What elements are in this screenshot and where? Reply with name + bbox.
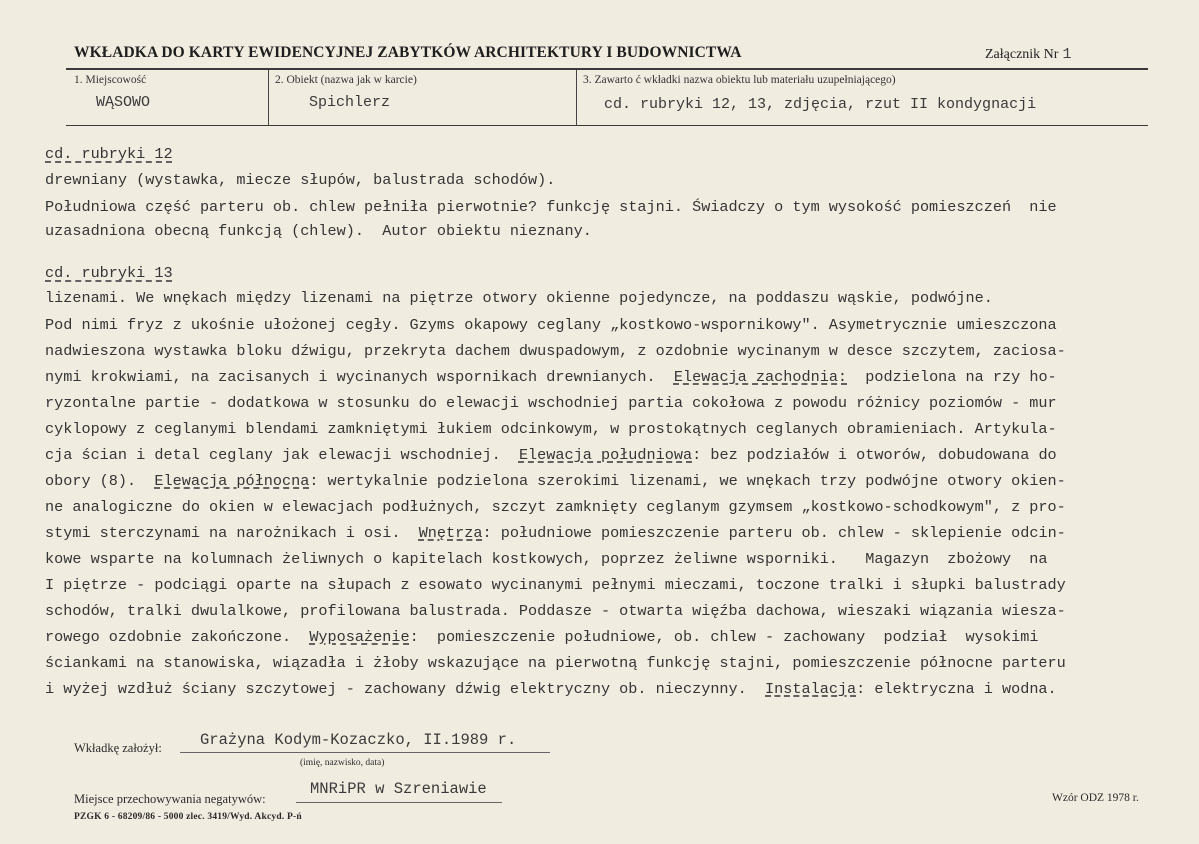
field-divider-2 bbox=[576, 70, 577, 126]
section-13-line bbox=[45, 472, 1066, 490]
text-run: : elektryczna i wodna. bbox=[856, 680, 1057, 698]
interiors-heading: Wnętrza bbox=[418, 524, 483, 542]
section-13-line bbox=[45, 446, 1057, 464]
annex-label: Załącznik Nr bbox=[985, 47, 1059, 62]
text-run: podzielona na rzy ho- bbox=[847, 368, 1057, 386]
text-run: obory (8). bbox=[45, 472, 155, 490]
storage-value: MNRiPR w Szreniawie bbox=[310, 780, 487, 798]
annex-value: 1 bbox=[1062, 46, 1072, 63]
storage-label: Miejsce przechowywania negatywów: bbox=[74, 792, 266, 806]
text-run: : pomieszczenie południowe, ob. chlew - zachowany podział wysokimi bbox=[409, 628, 1039, 646]
place-label: 1. Miejscowość bbox=[74, 74, 147, 86]
header-rule-top bbox=[66, 68, 1148, 70]
text-run: stymi sterczynami na narożnikach i osi. bbox=[45, 524, 419, 542]
section-13-heading: cd. rubryki 13 bbox=[45, 264, 173, 282]
section-13-line: ne analogiczne do okien w elewacjach podłużnych, szczyt zamknięty ceglanym gzymsem „kostkowo-schodkowym", z pro- bbox=[45, 498, 1066, 516]
section-13-line bbox=[45, 368, 1057, 386]
storage-underline bbox=[296, 802, 502, 803]
founded-label: Wkładkę założył: bbox=[74, 741, 162, 755]
section-13-line bbox=[45, 628, 1038, 646]
content-value: cd. rubryki 12, 13, zdjęcia, rzut II kondygnacji bbox=[604, 96, 1037, 113]
form-model: Wzór ODZ 1978 r. bbox=[1052, 792, 1139, 804]
north-facade-heading: Elewacja północna bbox=[154, 472, 310, 490]
furnishing-heading: Wyposażenie bbox=[309, 628, 410, 646]
object-value: Spichlerz bbox=[309, 94, 391, 111]
section-12-heading: cd. rubryki 12 bbox=[45, 145, 173, 163]
section-13-line bbox=[45, 524, 1066, 542]
text-run: nymi krokwiami, na zacisanych i wycinanych wspornikach drewnianych. bbox=[45, 368, 674, 386]
section-13-line: cyklopowy z ceglanymi blendami zamkniętymi łukiem odcinkowym, w prostokątnych ceglanych obramieniach. Artykula- bbox=[45, 420, 1057, 438]
section-12-line: drewniany (wystawka, miecze słupów, balustrada schodów). bbox=[45, 171, 556, 189]
text-run: : południowe pomieszczenie parteru ob. chlew - sklepienie odcin- bbox=[482, 524, 1066, 542]
south-facade-heading: Elewacja południowa bbox=[518, 446, 693, 464]
section-13-line: ściankami na stanowiska, wiązadła i żłoby wskazujące na pierwotną funkcję stajni, pomieszczenie północne parteru bbox=[45, 654, 1066, 672]
section-13-line: kowe wsparte na kolumnach żeliwnych o kapitelach kostkowych, poprzez żeliwne wsporniki. Magazyn zbożowy na bbox=[45, 550, 1048, 568]
section-13-line: I piętrze - podciągi oparte na słupach z esowato wycinanymi pełnymi mieczami, toczone tralki i słupki balustrady bbox=[45, 576, 1066, 594]
section-13-line: Pod nimi fryz z ukośnie ułożonej cegły. Gzyms okapowy ceglany „kostkowo-wspornikowy". Asymetrycznie umieszczona bbox=[45, 316, 1057, 334]
text-run: cja ścian i detal ceglany jak elewacji wschodniej. bbox=[45, 446, 519, 464]
founded-underline bbox=[180, 752, 550, 753]
founded-value: Grażyna Kodym-Kozaczko, II.1989 r. bbox=[200, 731, 517, 749]
card-title: WKŁADKA DO KARTY EWIDENCYJNEJ ZABYTKÓW ARCHITEKTURY I BUDOWNICTWA bbox=[74, 44, 742, 61]
section-13-line: lizenami. We wnękach między lizenami na piętrze otwory okienne pojedyncze, na poddaszu wąskie, podwójne. bbox=[45, 289, 993, 307]
section-13-line: ryzontalne partie - dodatkowa w stosunku do elewacji wschodniej partia cokołowa z powodu różnicy poziomów - mur bbox=[45, 394, 1057, 412]
text-run: : bez podziałów i otworów, dobudowana do bbox=[692, 446, 1057, 464]
place-value: WĄSOWO bbox=[96, 94, 151, 111]
installation-heading: Instalacja bbox=[765, 680, 857, 698]
text-run: : wertykalnie podzielona szerokimi lizenami, we wnękach trzy podwójne otwory okien- bbox=[309, 472, 1066, 490]
section-12-line: uzasadniona obecną funkcją (chlew). Autor obiektu nieznany. bbox=[45, 222, 592, 240]
section-13-line: schodów, tralki dwulalkowe, profilowana balustrada. Poddasze - otwarta więźba dachowa, wieszaki wiązania wiesza- bbox=[45, 602, 1066, 620]
content-label: 3. Zawarto ć wkładki nazwa obiektu lub materiału uzupełniającego) bbox=[583, 74, 896, 86]
text-run: rowego ozdobnie zakończone. bbox=[45, 628, 310, 646]
section-13-line bbox=[45, 680, 1057, 698]
annex-number bbox=[985, 46, 1071, 63]
west-facade-heading: Elewacja zachodnia: bbox=[673, 368, 848, 386]
print-code: PZGK 6 - 68209/86 - 5000 zlec. 3419/Wyd. Akcyd. P-ń bbox=[74, 812, 302, 822]
header-rule-bottom bbox=[66, 125, 1148, 126]
text-run: i wyżej wzdłuż ściany szczytowej - zachowany dźwig elektryczny ob. nieczynny. bbox=[45, 680, 766, 698]
object-label: 2. Obiekt (nazwa jak w karcie) bbox=[275, 74, 417, 86]
founded-caption: (imię, nazwisko, data) bbox=[300, 758, 385, 768]
field-divider-1 bbox=[268, 70, 269, 126]
section-12-line: Południowa część parteru ob. chlew pełniła pierwotnie? funkcję stajni. Świadczy o tym wysokość pomieszczeń nie bbox=[45, 198, 1057, 216]
section-13-line: nadwieszona wystawka bloku dźwigu, przekryta dachem dwuspadowym, z ozdobnie wycinanym w desce szczytem, zaciosa- bbox=[45, 342, 1066, 360]
